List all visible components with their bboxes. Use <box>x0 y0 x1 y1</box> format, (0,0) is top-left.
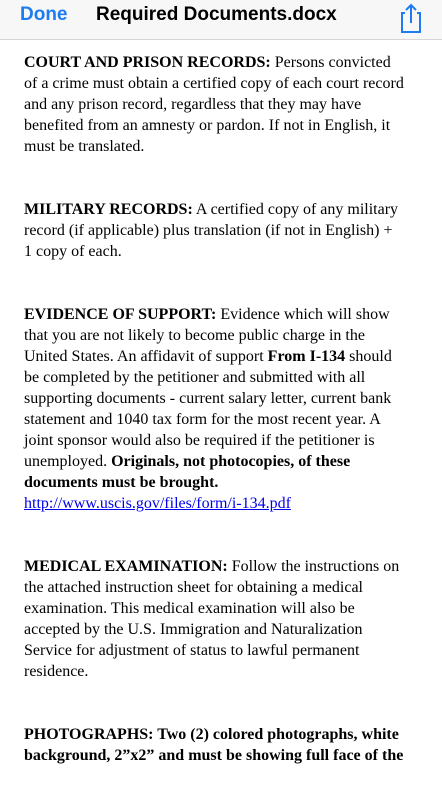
text-line: and any prison record, regardless that they may have <box>24 96 362 113</box>
text-line: benefited from an amnesty or pardon. If not in English, it <box>24 117 391 134</box>
section-photographs <box>24 724 442 766</box>
text-line: Service for adjustment of status to lawful permanent <box>24 642 360 659</box>
section-evidence-of-support <box>24 304 442 514</box>
document-body <box>24 52 442 808</box>
document-title: Required Documents.docx <box>96 4 337 25</box>
navigation-bar <box>0 0 442 40</box>
section-heading: EVIDENCE OF SUPPORT: <box>24 306 217 323</box>
text-line: be completed by the petitioner and submitted with all <box>24 369 366 386</box>
section-heading: COURT AND PRISON RECORDS: <box>24 54 271 71</box>
text-line: of a crime must obtain a certified copy of each court record <box>24 75 404 92</box>
text-line: supporting documents - current salary letter, current bank <box>24 390 392 407</box>
section-court-prison-records <box>24 52 442 157</box>
text-line: 1 copy of each. <box>24 243 122 260</box>
section-military-records <box>24 199 442 262</box>
section-heading: MILITARY RECORDS: <box>24 201 193 218</box>
text-line: accepted by the U.S. Immigration and Naturalization <box>24 621 363 638</box>
emphasis-text: Originals, not photocopies, of these <box>111 453 351 470</box>
section-heading: PHOTOGRAPHS: <box>24 726 154 743</box>
text-line <box>24 472 442 493</box>
text-line: joint sponsor would also be required if the petitioner is <box>24 432 375 449</box>
form-i134-link[interactable]: http://www.uscis.gov/files/form/i-134.pdf <box>24 495 291 512</box>
text-line: must be translated. <box>24 138 145 155</box>
share-icon[interactable] <box>396 2 426 34</box>
text-line: examination. This medical examination will also be <box>24 600 355 617</box>
text-line: MILITARY RECORDS: A certified copy of any military <box>24 201 399 218</box>
text-line: record (if applicable) plus translation (if not in English) + <box>24 222 393 239</box>
section-medical-examination <box>24 556 442 682</box>
section-heading: MEDICAL EXAMINATION: <box>24 558 228 575</box>
text-line: PHOTOGRAPHS: Two (2) colored photographs, white <box>24 726 399 743</box>
emphasis-text: documents must be brought. <box>24 474 219 491</box>
text-line: residence. <box>24 663 89 680</box>
done-button[interactable]: Done <box>20 4 68 25</box>
text-line: background, 2”x2” and must be showing full face of the <box>24 747 404 764</box>
text-line: that you are not likely to become public charge in the <box>24 327 365 344</box>
text-line: unemployed. Originals, not photocopies, of these <box>24 453 351 470</box>
text-line: MEDICAL EXAMINATION: Follow the instructions on <box>24 558 400 575</box>
text-line: United States. An affidavit of support From I-134 should <box>24 348 392 365</box>
text-line: COURT AND PRISON RECORDS: Persons convicted <box>24 54 391 71</box>
text-line: EVIDENCE OF SUPPORT: Evidence which will show <box>24 306 390 323</box>
text-line <box>24 493 442 514</box>
text-line: the attached instruction sheet for obtaining a medical <box>24 579 363 596</box>
form-name: From I-134 <box>267 348 346 365</box>
text-line: statement and 1040 tax form for the most recent year. A <box>24 411 381 428</box>
